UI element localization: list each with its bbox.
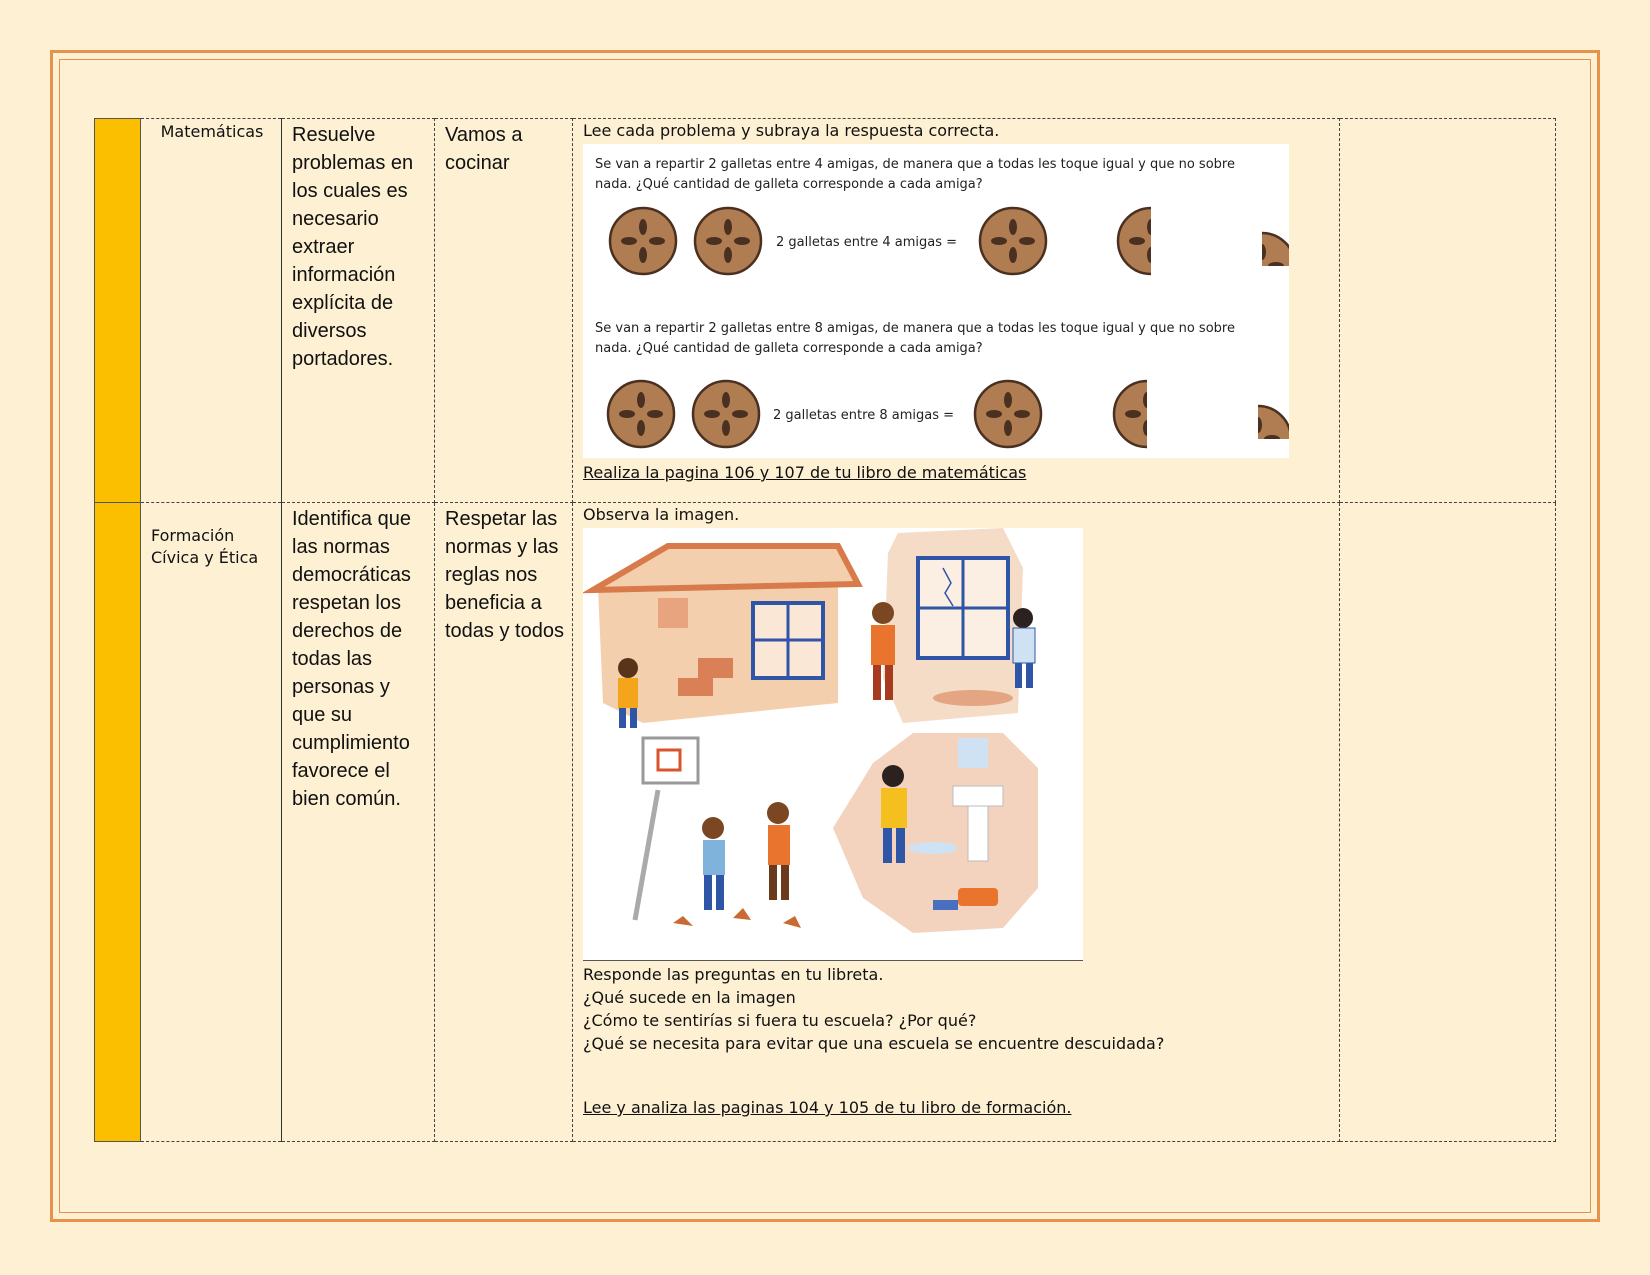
cookie-option-quarter[interactable]: [1229, 233, 1289, 299]
cookie-option-half[interactable]: [1114, 381, 1180, 447]
cookie-icon: [610, 208, 676, 274]
topic-text: Respetar las normas y las reglas nos beneficia a todas y todos: [445, 508, 564, 642]
math-assignment-link[interactable]: Realiza la pagina 106 y 107 de tu libro de matemáticas: [583, 463, 1027, 482]
problem-2-line-1: Se van a repartir 2 galletas entre 8 amigas, de manera que a todas les toque igual y que no sobre: [595, 321, 1235, 336]
table-row-civics: [95, 503, 1556, 1142]
activity-cell: [573, 119, 1340, 503]
problem-1-equation: 2 galletas entre 4 amigas =: [776, 235, 957, 250]
subject-label: Matemáticas: [160, 122, 264, 141]
cookie-icon: [693, 381, 759, 447]
activity-cell: [573, 503, 1340, 1142]
row-stripe: [95, 119, 141, 503]
lesson-plan-table: [94, 118, 1556, 1142]
bathroom-scene: [833, 733, 1038, 933]
learning-text: Resuelve problemas en los cuales es necesario extraer información explícita de diversos portadores.: [292, 124, 414, 370]
empty-cell: [1340, 119, 1556, 503]
math-problems-image: [583, 144, 1289, 458]
cookie-problems-figure: [583, 144, 1289, 458]
cookie-icon: [695, 208, 761, 274]
learning-text: Identifica que las normas democráticas respetan los derechos de todas las personas y que su cumplimiento favorece el bien común.: [292, 508, 411, 810]
subject-cell: [141, 503, 282, 1142]
question-1: ¿Qué sucede en la imagen: [583, 988, 796, 1007]
school-scene-image: [583, 528, 1083, 961]
broken-window-scene: [871, 528, 1035, 723]
topic-cell: [435, 503, 573, 1142]
problem-1-line-1: Se van a repartir 2 galletas entre 4 amigas, de manera que a todas les toque igual y que no sobre: [595, 157, 1235, 172]
problem-2-line-2: nada. ¿Qué cantidad de galleta corresponde a cada amiga?: [595, 341, 983, 356]
subject-cell: [141, 119, 282, 503]
cookie-icon: [608, 381, 674, 447]
messy-classroom-scene: [593, 546, 858, 728]
instruction-text: Observa la imagen.: [583, 505, 740, 524]
question-2: ¿Cómo te sentirías si fuera tu escuela? ¿Por qué?: [583, 1011, 977, 1030]
problem-1-line-2: nada. ¿Qué cantidad de galleta corresponde a cada amiga?: [595, 177, 983, 192]
school-scene-illustration: [583, 528, 1083, 960]
problem-2-equation: 2 galletas entre 8 amigas =: [773, 408, 954, 423]
civics-assignment-link[interactable]: Lee y analiza las paginas 104 y 105 de tu libro de formación.: [583, 1098, 1072, 1117]
topic-text: Vamos a cocinar: [445, 124, 523, 174]
topic-cell: [435, 119, 573, 503]
cookie-option-half[interactable]: [1118, 208, 1184, 274]
learning-cell: [282, 119, 435, 503]
learning-cell: [282, 503, 435, 1142]
table-row-math: [95, 119, 1556, 503]
cookie-option-quarter[interactable]: [1225, 406, 1289, 458]
question-3: ¿Qué se necesita para evitar que una escuela se encuentre descuidada?: [583, 1034, 1165, 1053]
empty-cell: [1340, 503, 1556, 1142]
basketball-scene: [635, 738, 801, 928]
question-intro: Responde las preguntas en tu libreta.: [583, 965, 884, 984]
instruction-text: Lee cada problema y subraya la respuesta correcta.: [583, 121, 1000, 140]
subject-label: Formación Cívica y Ética: [151, 526, 259, 567]
row-stripe: [95, 503, 141, 1142]
cookie-option-whole[interactable]: [975, 381, 1041, 447]
cookie-option-whole[interactable]: [980, 208, 1046, 274]
